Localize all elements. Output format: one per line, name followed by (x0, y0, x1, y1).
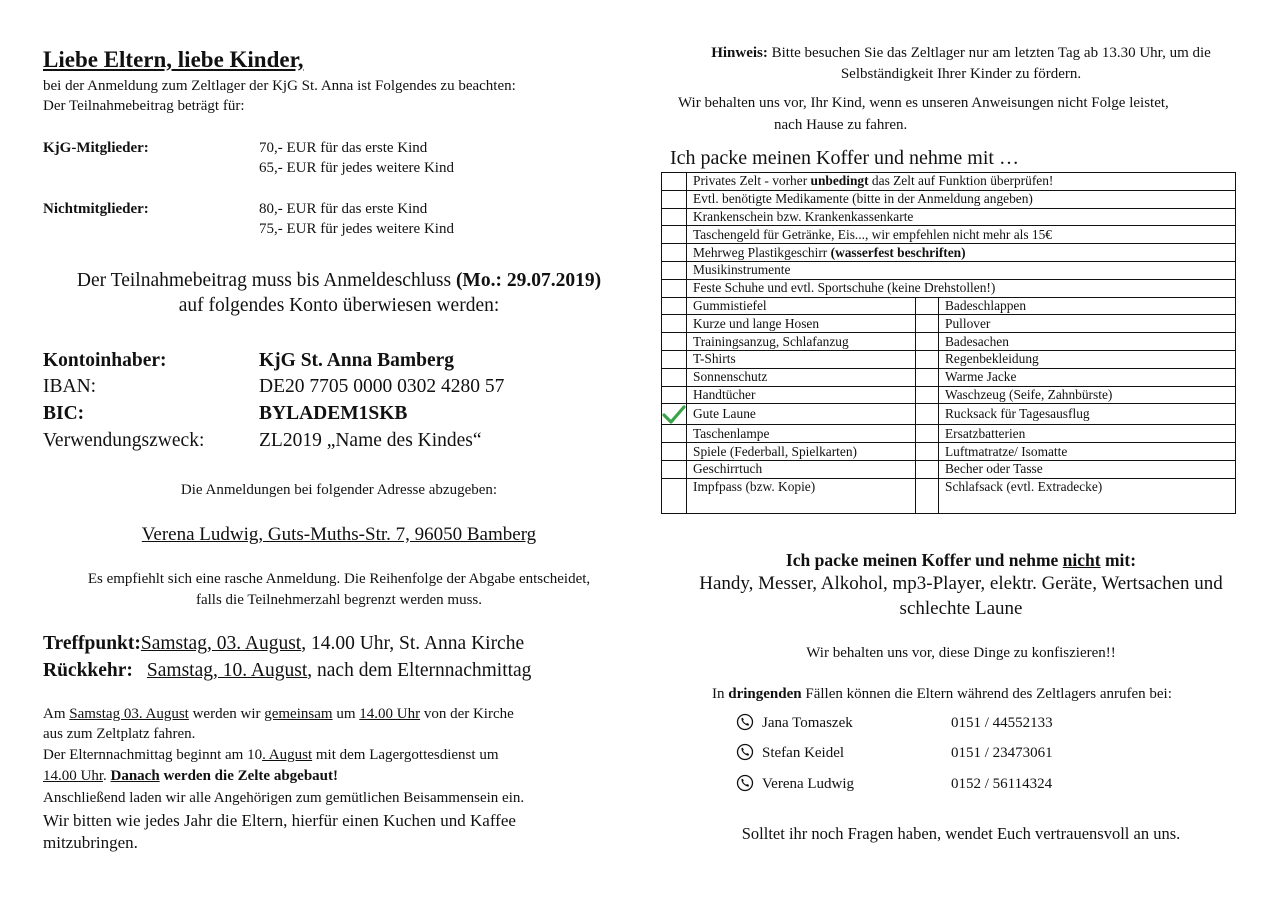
packing-item: Impfpass (bzw. Kopie) (687, 478, 916, 513)
checkbox[interactable] (662, 208, 687, 226)
packing-row (662, 350, 1236, 368)
packing-item: Gute Laune (687, 404, 916, 425)
checkbox[interactable] (662, 443, 687, 461)
return-date: Samstag, 10. August (146, 660, 308, 681)
packing-row (662, 315, 1236, 333)
packing-item: Sonnenschutz (687, 368, 916, 386)
packing-row (662, 173, 1236, 191)
payment-deadline-line (43, 270, 635, 292)
checkbox[interactable] (662, 478, 687, 513)
intro-line-2: Der Teilnahmebeitrag beträgt für: (43, 98, 245, 114)
packing-row (662, 208, 1236, 226)
packing-row (662, 443, 1236, 461)
checkbox[interactable] (662, 244, 687, 262)
packing-row (662, 279, 1236, 297)
checkbox[interactable] (916, 478, 939, 513)
packing-item: Regenbekleidung (939, 350, 1236, 368)
packing-row (662, 261, 1236, 279)
checkbox[interactable] (662, 404, 687, 425)
packing-item: T-Shirts (687, 350, 916, 368)
packing-list-heading: Ich packe meinen Koffer und nehme mit … (670, 147, 1019, 169)
packing-item: Geschirrtuch (687, 460, 916, 478)
checkbox[interactable] (662, 261, 687, 279)
fee-nonmembers-next: 75,- EUR für jedes weitere Kind (259, 221, 454, 237)
packing-item: Badeschlappen (939, 297, 1236, 315)
contact-phone: 0152 / 56114324 (951, 776, 1053, 792)
packing-row (662, 333, 1236, 351)
packing-item: Schlafsack (evtl. Extradecke) (939, 478, 1236, 513)
checkbox[interactable] (662, 297, 687, 315)
packing-item: Rucksack für Tagesausflug (939, 404, 1236, 425)
packing-row (662, 460, 1236, 478)
packing-item: Gummistiefel (687, 297, 916, 315)
checkbox[interactable] (916, 460, 939, 478)
greeting-heading: Liebe Eltern, liebe Kinder, (43, 47, 304, 72)
fee-nonmembers-first: 80,- EUR für das erste Kind (259, 201, 428, 217)
packing-item: Waschzeug (Seife, Zahnbürste) (939, 386, 1236, 404)
payment-deadline: (Mo.: 29.07.2019) (455, 270, 602, 291)
reserve-line-2: nach Hause zu fahren. (774, 117, 908, 133)
hint-line-2: Selbständigkeit Ihrer Kinder zu fördern. (840, 66, 1082, 82)
checkbox[interactable] (916, 425, 939, 443)
checkbox[interactable] (662, 368, 687, 386)
packing-item: Becher oder Tasse (939, 460, 1236, 478)
checkbox[interactable] (662, 190, 687, 208)
checkbox[interactable] (662, 315, 687, 333)
packing-item: Taschenlampe (687, 425, 916, 443)
return-label: Rückkehr: (43, 660, 133, 681)
packing-row (662, 368, 1236, 386)
packing-item: Taschengeld für Getränke, Eis..., wir empfehlen nicht mehr als 15€ (687, 226, 1236, 244)
checkbox[interactable] (662, 333, 687, 351)
packing-item: Handtücher (687, 386, 916, 404)
packing-item: Privates Zelt - vorher unbedingt das Zelt auf Funktion überprüfen! (687, 173, 1236, 191)
checkbox[interactable] (916, 333, 939, 351)
return-info (43, 660, 531, 682)
intro-line-1: bei der Anmeldung zum Zeltlager der KjG St. Anna ist Folgendes zu beachten: (43, 78, 516, 94)
paragraph-departure-line-1: Am Samstag 03. August werden wir gemeinsam um 14.00 Uhr von der Kirche (43, 706, 514, 722)
packing-row (662, 425, 1236, 443)
fee-members-next: 65,- EUR für jedes weitere Kind (259, 160, 454, 176)
phone-icon (736, 774, 754, 797)
checkbox[interactable] (916, 443, 939, 461)
fee-label-members: KjG-Mitglieder: (43, 140, 149, 156)
paragraph-cake-line-2: mitzubringen. (43, 833, 138, 852)
meeting-point (43, 633, 524, 655)
hint-label: Hinweis: (711, 45, 768, 61)
packing-item: Badesachen (939, 333, 1236, 351)
packing-row (662, 404, 1236, 425)
fee-label-nonmembers: Nichtmitglieder: (43, 201, 149, 217)
checkbox[interactable] (916, 297, 939, 315)
meeting-date: Samstag, 03. August (140, 633, 302, 654)
account-holder-value: KjG St. Anna Bamberg (259, 350, 455, 371)
checkbox[interactable] (916, 404, 939, 425)
packing-row (662, 297, 1236, 315)
packing-item: Spiele (Federball, Spielkarten) (687, 443, 916, 461)
packing-row (662, 478, 1236, 513)
phone-icon (736, 743, 754, 766)
checkbox[interactable] (916, 368, 939, 386)
checkbox[interactable] (662, 460, 687, 478)
confiscate-note: Wir behalten uns vor, diese Dinge zu konfiszieren!! (806, 645, 1116, 661)
emergency-intro: In dringenden Fällen können die Eltern während des Zeltlagers anrufen bei: (712, 686, 1172, 702)
hint-line-1: Hinweis: Bitte besuchen Sie das Zeltlager nur am letzten Tag ab 13.30 Uhr, um die (711, 45, 1211, 61)
meeting-details: , 14.00 Uhr, St. Anna Kirche (301, 633, 525, 654)
checkbox[interactable] (662, 350, 687, 368)
checkbox[interactable] (916, 315, 939, 333)
packing-item: Evtl. benötigte Medikamente (bitte in der Anmeldung angeben) (687, 190, 1236, 208)
address-intro: Die Anmeldungen bei folgender Adresse abzugeben: (180, 482, 498, 498)
checkbox[interactable] (916, 386, 939, 404)
not-pack-line-1: Handy, Messer, Alkohol, mp3-Player, elektr. Geräte, Wertsachen und (699, 573, 1223, 594)
contact-name: Verena Ludwig (762, 776, 855, 792)
iban-value: DE20 7705 0000 0302 4280 57 (259, 376, 505, 397)
checkbox[interactable] (916, 350, 939, 368)
packing-item: Luftmatratze/ Isomatte (939, 443, 1236, 461)
closing-note: Solltet ihr noch Fragen haben, wendet Euch vertrauensvoll an uns. (741, 824, 1181, 843)
packing-item: Kurze und lange Hosen (687, 315, 916, 333)
packing-row (662, 190, 1236, 208)
packing-item: Pullover (939, 315, 1236, 333)
packing-row (662, 386, 1236, 404)
not-pack-heading: Ich packe meinen Koffer und nehme nicht mit: (785, 550, 1137, 570)
packing-row (662, 244, 1236, 262)
purpose-value: ZL2019 „Name des Kindes“ (259, 430, 482, 451)
fee-members-first: 70,- EUR für das erste Kind (259, 140, 428, 156)
early-registration-line-1: Es empfiehlt sich eine rasche Anmeldung. Die Reihenfolge der Abgabe entscheidet, (87, 571, 591, 587)
checkbox[interactable] (662, 386, 687, 404)
contact-name: Jana Tomaszek (762, 715, 853, 731)
purpose-label: Verwendungszweck: (43, 430, 205, 451)
packing-list-table (661, 172, 1236, 514)
packing-item: Musikinstrumente (687, 261, 1236, 279)
not-pack-line-2: schlechte Laune (899, 598, 1023, 619)
packing-item: Krankenschein bzw. Krankenkassenkarte (687, 208, 1236, 226)
bic-value: BYLADEM1SKB (259, 403, 408, 424)
checkmark-icon (662, 404, 686, 424)
packing-row (662, 226, 1236, 244)
packing-item: Ersatzbatterien (939, 425, 1236, 443)
checkbox[interactable] (662, 173, 687, 191)
early-registration-line-2: falls die Teilnehmerzahl begrenzt werden muss. (195, 592, 483, 608)
paragraph-cake-line-1: Wir bitten wie jedes Jahr die Eltern, hierfür einen Kuchen und Kaffee (43, 811, 516, 830)
meeting-label: Treffpunkt: (43, 633, 141, 654)
bic-label: BIC: (43, 403, 85, 424)
reserve-line-1: Wir behalten uns vor, Ihr Kind, wenn es unseren Anweisungen nicht Folge leistet, (678, 95, 1169, 111)
checkbox[interactable] (662, 226, 687, 244)
checkbox[interactable] (662, 425, 687, 443)
packing-item: Warme Jacke (939, 368, 1236, 386)
return-details: , nach dem Elternnachmittag (307, 660, 532, 681)
paragraph-departure-line-2: aus zum Zeltplatz fahren. (43, 726, 196, 742)
contact-name: Stefan Keidel (762, 745, 845, 761)
paragraph-gathering: Anschließend laden wir alle Angehörigen zum gemütlichen Beisammensein ein. (43, 790, 525, 806)
contact-phone: 0151 / 23473061 (951, 745, 1053, 761)
payment-text: Der Teilnahmebeitrag muss bis Anmeldeschluss (76, 270, 456, 291)
account-holder-label: Kontoinhaber: (43, 350, 167, 371)
packing-item: Trainingsanzug, Schlafanzug (687, 333, 916, 351)
checkbox[interactable] (662, 279, 687, 297)
iban-label: IBAN: (43, 376, 97, 397)
payment-line-2: auf folgendes Konto überwiesen werden: (178, 295, 500, 316)
registration-address: Verena Ludwig, Guts-Muths-Str. 7, 96050 Bamberg (141, 524, 537, 545)
phone-icon (736, 713, 754, 736)
paragraph-parents-line-1: Der Elternnachmittag beginnt am 10. August mit dem Lagergottesdienst um (43, 747, 499, 763)
paragraph-parents-line-2: 14.00 Uhr. Danach werden die Zelte abgebaut! (43, 768, 339, 784)
contact-phone: 0151 / 44552133 (951, 715, 1053, 731)
packing-item: Feste Schuhe und evtl. Sportschuhe (keine Drehstollen!) (687, 279, 1236, 297)
packing-item: Mehrweg Plastikgeschirr (wasserfest beschriften) (687, 244, 1236, 262)
